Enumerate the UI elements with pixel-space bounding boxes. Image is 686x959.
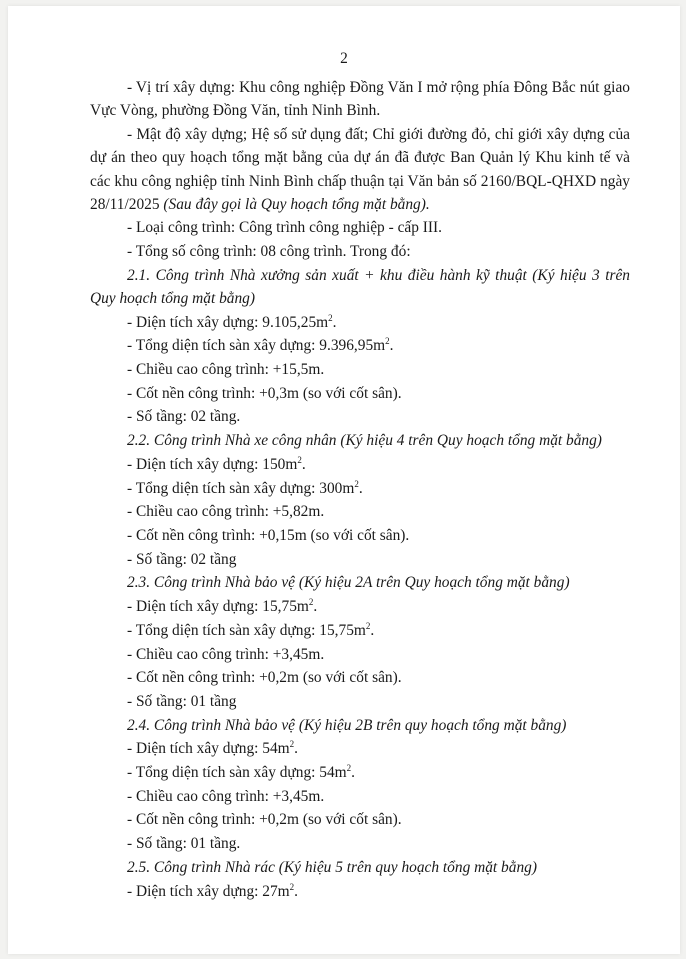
floor-area-label: - Tổng diện tích sàn xây dựng: 300m xyxy=(127,479,355,497)
build-area xyxy=(90,737,630,761)
floor-area xyxy=(90,761,630,785)
density-text: - Mật độ xây dựng; Hệ số sử dụng đất; Chỉ giới đường đỏ, chỉ giới xây dựng của dự án theo quy hoạch tổng mặt bằng của dự án đã được Ban Quản lý Khu kinh tế và các khu công nghiệp tỉnh Ninh Bình chấp thuận tại Văn bản số 2160/BQL-QHXD ngày 28/11/2025 xyxy=(90,125,630,214)
floor-area-label: - Tổng diện tích sàn xây dựng: 15,75m xyxy=(127,621,366,639)
base-level: - Cốt nền công trình: +0,2m (so với cốt sân). xyxy=(127,669,402,687)
location-paragraph: - Vị trí xây dựng: Khu công nghiệp Đồng Văn I mở rộng phía Đông Bắc nút giao Vực Vòng, phường Đồng Văn, tỉnh Ninh Bình. xyxy=(90,79,630,120)
superscript: 2 xyxy=(354,478,359,489)
build-area-label: - Diện tích xây dựng: 27m xyxy=(127,882,290,900)
build-area-end: . xyxy=(294,882,299,900)
superscript: 2 xyxy=(385,336,390,347)
floor-area-end: . xyxy=(358,479,363,497)
build-area-label: - Diện tích xây dựng: 9.105,25m xyxy=(127,313,329,331)
floor-area-label: - Tổng diện tích sàn xây dựng: 9.396,95m xyxy=(127,337,386,355)
building-height: - Chiều cao công trình: +3,45m. xyxy=(127,787,325,805)
superscript: 2 xyxy=(346,763,352,774)
build-area-end: . xyxy=(301,455,306,473)
superscript: 2 xyxy=(297,454,302,465)
section-heading: 2.5. Công trình Nhà rác (Ký hiệu 5 trên quy hoạch tổng mặt bằng) xyxy=(127,858,537,876)
build-area-label: - Diện tích xây dựng: 150m xyxy=(127,455,298,473)
build-area xyxy=(90,880,630,904)
build-area-end: . xyxy=(294,740,299,758)
base-level: - Cốt nền công trình: +0,2m (so với cốt sân). xyxy=(127,811,402,829)
density-note: (Sau đây gọi là Quy hoạch tổng mặt bằng). xyxy=(163,196,430,214)
floor-count: - Số tầng: 01 tầng xyxy=(127,692,237,710)
building-height: - Chiều cao công trình: +3,45m. xyxy=(127,645,325,663)
total-works: - Tổng số công trình: 08 công trình. Trong đó: xyxy=(127,243,411,261)
superscript: 2 xyxy=(365,620,371,631)
floor-count: - Số tầng: 01 tầng. xyxy=(127,835,241,853)
floor-area xyxy=(90,477,630,501)
floor-area xyxy=(90,619,630,643)
section-heading: 2.1. Công trình Nhà xưởng sản xuất + khu điều hành kỹ thuật (Ký hiệu 3 trên Quy hoạch tổng mặt bằng) xyxy=(90,266,630,308)
building-height: - Chiều cao công trình: +5,82m. xyxy=(127,503,325,521)
base-level: - Cốt nền công trình: +0,15m (so với cốt sân). xyxy=(127,526,410,544)
building-height: - Chiều cao công trình: +15,5m. xyxy=(127,361,325,379)
section-heading: 2.2. Công trình Nhà xe công nhân (Ký hiệu 4 trên Quy hoạch tổng mặt bằng) xyxy=(127,432,602,450)
superscript: 2 xyxy=(308,597,314,608)
build-area-end: . xyxy=(332,313,337,331)
floor-area-label: - Tổng diện tích sàn xây dựng: 54m xyxy=(127,764,347,782)
superscript: 2 xyxy=(289,739,295,750)
superscript: 2 xyxy=(289,881,295,892)
floor-area-end: . xyxy=(389,337,394,355)
section-heading: 2.3. Công trình Nhà bảo vệ (Ký hiệu 2A trên Quy hoạch tổng mặt bằng) xyxy=(127,574,570,592)
floor-area-end: . xyxy=(370,621,375,639)
floor-area-end: . xyxy=(351,764,356,782)
build-area xyxy=(90,311,630,335)
build-area xyxy=(90,595,630,619)
page-number: 2 xyxy=(340,50,348,67)
document-body xyxy=(90,76,630,903)
floor-area xyxy=(90,334,630,358)
build-area xyxy=(90,453,630,477)
build-area-label: - Diện tích xây dựng: 54m xyxy=(127,740,290,758)
floor-count: - Số tầng: 02 tầng. xyxy=(127,408,241,426)
density-paragraph xyxy=(90,123,630,217)
floor-count: - Số tầng: 02 tầng xyxy=(127,550,237,568)
build-area-label: - Diện tích xây dựng: 15,75m xyxy=(127,598,309,616)
section-heading: 2.4. Công trình Nhà bảo vệ (Ký hiệu 2B trên quy hoạch tổng mặt bằng) xyxy=(127,716,567,734)
base-level: - Cốt nền công trình: +0,3m (so với cốt sân). xyxy=(127,384,402,402)
build-area-end: . xyxy=(313,598,318,616)
document-page xyxy=(8,6,680,954)
superscript: 2 xyxy=(328,312,333,323)
construction-type: - Loại công trình: Công trình công nghiệp - cấp III. xyxy=(127,219,442,237)
